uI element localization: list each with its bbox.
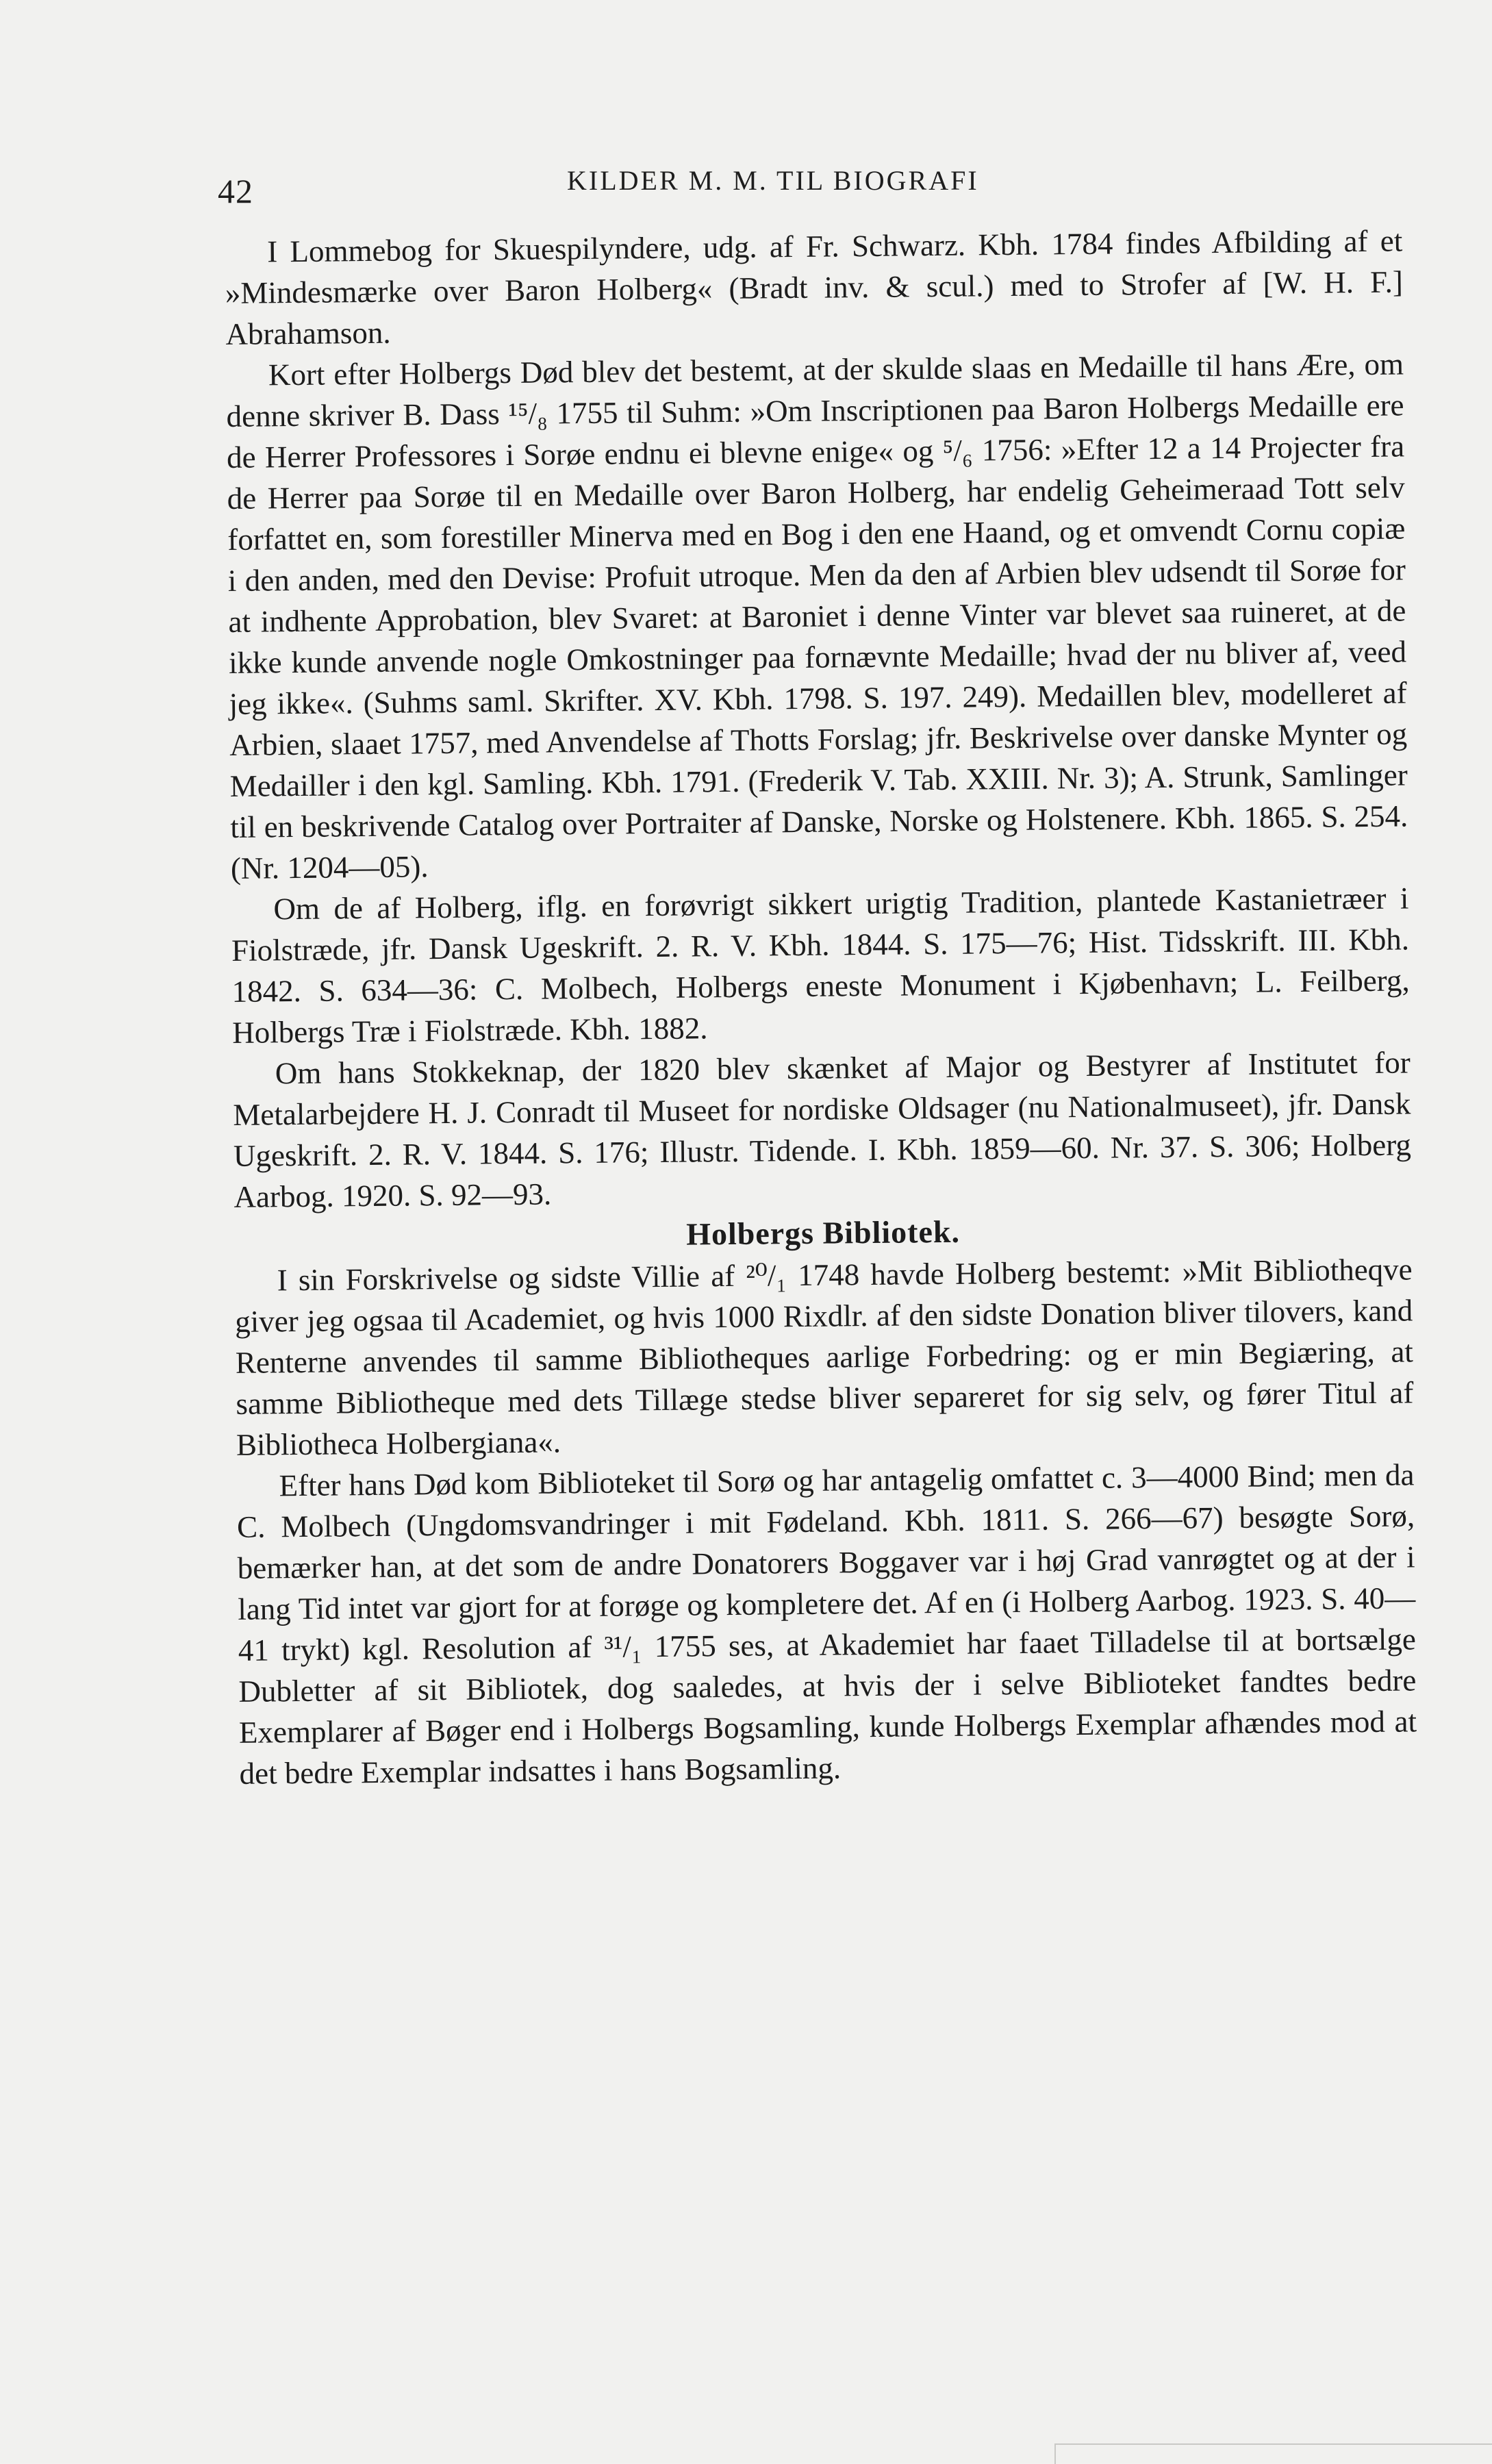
- page-number: 42: [218, 172, 253, 210]
- paragraph-bibliotek-soroe: Efter hans Død kom Biblioteket til Sorø og har antagelig omfattet c. 3—4000 Bind; men da C. Molbech (Ungdomsvandringer i mit Fødeland. Kbh. 1811. S. 266—67) besøgte Sorø, bemærker han, at det som de andre Donatorers Boggaver var i høj Grad vanrøgtet og at der i lang Tid intet var gjort for at forøge og kompletere det. Af en (i Holberg Aarbog. 1923. S. 40—41 trykt) kgl. Resolution af ³¹/₁ 1755 ses, at Akademiet har faaet Tilladelse til at bortsælge Dubletter af sit Bibliotek, dog saaledes, at hvis der i selve Biblioteket fandtes bedre Exemplarer af Bøger end i Holbergs Bogsamling, kunde Holbergs Exemplar afhændes mod at det bedre Exemplar indsattes i hans Bogsamling.: [236, 1457, 1417, 1791]
- paragraph-forskrivelse: I sin Forskrivelse og sidste Villie af ²⁰/₁ 1748 havde Holberg bestemt: »Mit Bibliotheqve giver jeg ogsaa til Academiet, og hvis 1000 Rixdlr. af den sidste Donation bliver tilovers, kand Renterne anvendes til samme Bibliotheques aarlige Forbedring: og er min Begiæring, at samme Bibliotheque med dets Tillæge stedse bliver separeret for sig selv, og fører Titul af Bibliotheca Holbergiana«.: [235, 1252, 1414, 1462]
- running-head: KILDER M. M. TIL BIOGRAFI: [567, 165, 979, 196]
- paragraph-stokkeknap: Om hans Stokkeknap, der 1820 blev skænket af Major og Bestyrer af Institutet for Metalarbejdere H. J. Conradt til Museet for nordiske Oldsager (nu Nationalmuseet), jfr. Dansk Ugeskrift. 2. R. V. 1844. S. 176; Illustr. Tidende. I. Kbh. 1859—60. Nr. 37. S. 306; Holberg Aarbog. 1920. S. 92—93.: [233, 1045, 1412, 1214]
- body-text: [225, 220, 1417, 1794]
- paragraph-medaille: Kort efter Holbergs Død blev det bestemt, at der skulde slaas en Medaille til hans Ære, om denne skriver B. Dass ¹⁵/₈ 1755 til Suhm: »Om Inscriptionen paa Baron Holbergs Medaille ere de Herrer Professores i Sorøe endnu ei blevne enige« og ⁵/₆ 1756: »Efter 12 a 14 Projecter fra de Herrer paa Sorøe til en Medaille over Baron Holberg, har endelig Geheimeraad Tott selv forfattet en, som forestiller Minerva med en Bog i den ene Haand, og et omvendt Cornu copiæ i den anden, med den Devise: Profuit utroque. Men da den af Arbien blev udsendt til Sorøe for at indhente Approbation, blev Svaret: at Baroniet i denne Vinter var blevet saa ruineret, at de ikke kunde anvende nogle Omkostninger paa fornævnte Medaille; hvad der nu bliver af, veed jeg ikke«. (Suhms saml. Skrifter. XV. Kbh. 1798. S. 197. 249). Medaillen blev, modelleret af Arbien, slaaet 1757, med Anvendelse af Thotts Forslag; jfr. Beskrivelse over danske Mynter og Medailler i den kgl. Samling. Kbh. 1791. (Frederik V. Tab. XXIII. Nr. 3); A. Strunk, Samlinger til en beskrivende Catalog over Portraiter af Danske, Norske og Holstenere. Kbh. 1865. S. 254. (Nr. 1204—05).: [226, 347, 1408, 885]
- paragraph-kastanietraeer: Om de af Holberg, iflg. en forøvrigt sikkert urigtig Tradition, plantede Kastanietræer i Fiolstræde, jfr. Dansk Ugeskrift. 2. R. V. Kbh. 1844. S. 175—76; Hist. Tidsskrift. III. Kbh. 1842. S. 634—36: C. Molbech, Holbergs eneste Monument i Kjøbenhavn; L. Feilberg, Holbergs Træ i Fiolstræde. Kbh. 1882.: [231, 881, 1410, 1050]
- section-heading: Holbergs Bibliotek.: [685, 1214, 961, 1252]
- page-edge-shadow: [1054, 2443, 1492, 2464]
- paragraph-lommebog: I Lommebog for Skuespilyndere, udg. af Fr. Schwarz. Kbh. 1784 findes Afbilding af et »Mindesmærke over Baron Holberg« (Bradt inv. & scul.) med to Strofer af [W. H. F.] Abrahamson.: [225, 223, 1404, 351]
- page-header: [218, 159, 1409, 214]
